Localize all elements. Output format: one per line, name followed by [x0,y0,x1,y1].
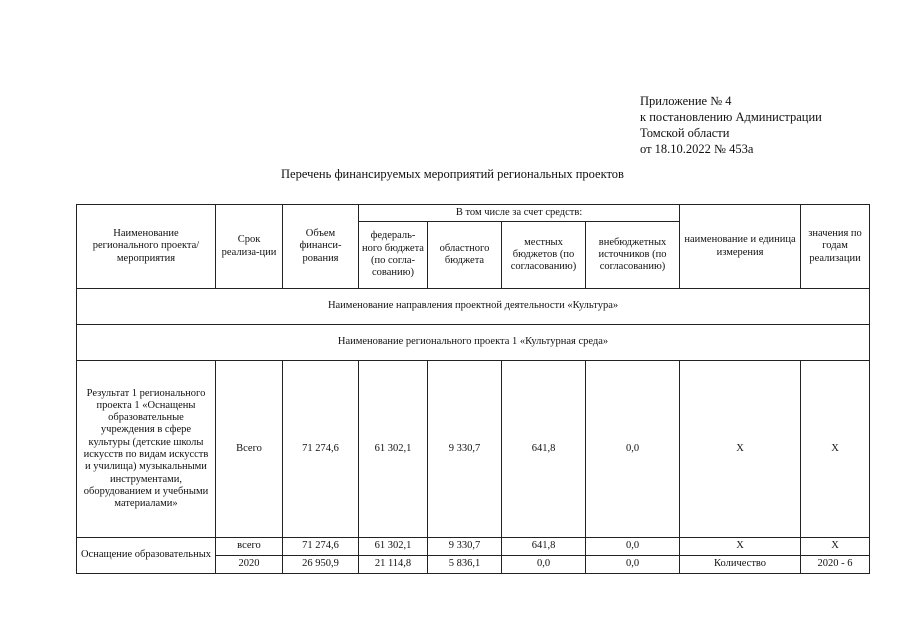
header-federal: федераль-ного бюджета (по согла-сованию) [359,222,428,289]
sub-local: 641,8 [502,538,586,556]
sub-values: Х [801,538,870,556]
sub-term: всего [216,538,283,556]
table-row [77,538,870,556]
result-local: 641,8 [502,361,586,538]
sub-volume: 71 274,6 [283,538,359,556]
result-extra: 0,0 [586,361,680,538]
sub-federal: 21 114,8 [359,556,428,574]
sub-indicator: Количество [680,556,801,574]
sub-regional: 5 836,1 [428,556,502,574]
sub-volume: 26 950,9 [283,556,359,574]
document-title: Перечень финансируемых мероприятий региональных проектов [281,167,624,181]
header-volume: Объем финанси-рования [283,205,359,289]
header-extra: внебюджетных источников (по согласованию) [586,222,680,289]
section-direction: Наименование направления проектной деятельности «Культура» [77,289,870,325]
result-term: Всего [216,361,283,538]
section-project: Наименование регионального проекта 1 «Культурная среда» [77,325,870,361]
sub-indicator: Х [680,538,801,556]
appendix-line-4: от 18.10.2022 № 453а [640,142,754,156]
header-indicator: наименование и единица измерения [680,205,801,289]
result-values: Х [801,361,870,538]
appendix-line-1: Приложение № 4 [640,94,732,108]
header-regional: областного бюджета [428,222,502,289]
result-federal: 61 302,1 [359,361,428,538]
sub-values: 2020 - 6 [801,556,870,574]
appendix-block [640,93,822,157]
result-indicator: Х [680,361,801,538]
table-row [77,361,870,538]
sub-extra: 0,0 [586,556,680,574]
financing-table [76,204,870,574]
result-regional: 9 330,7 [428,361,502,538]
sub-local: 0,0 [502,556,586,574]
result-volume: 71 274,6 [283,361,359,538]
result-name: Результат 1 регионального проекта 1 «Оснащены образовательные учреждения в сфере культуры (детские школы искусств по видам искусств и училища) музыкальными инструментами, оборудованием и учебными материалами» [77,361,216,538]
sub-regional: 9 330,7 [428,538,502,556]
appendix-line-2: к постановлению Администрации [640,110,822,124]
appendix-line-3: Томской области [640,126,730,140]
header-values: значения по годам реализации [801,205,870,289]
header-group: В том числе за счет средств: [359,205,680,222]
sub-federal: 61 302,1 [359,538,428,556]
sub-term: 2020 [216,556,283,574]
header-term: Срок реализа-ции [216,205,283,289]
header-local: местных бюджетов (по согласованию) [502,222,586,289]
header-name: Наименование регионального проекта/ мероприятия [77,205,216,289]
sub-name: Оснащение образовательных [77,538,216,574]
sub-extra: 0,0 [586,538,680,556]
